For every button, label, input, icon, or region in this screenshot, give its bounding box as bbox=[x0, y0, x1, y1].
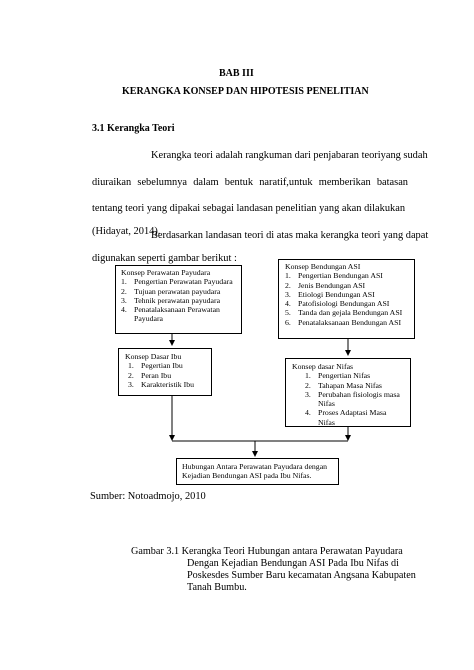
caption-line-1: Gambar 3.1 Kerangka Teori Hubungan antara Perawatan Payudara bbox=[131, 546, 403, 557]
list-item: 1. Pegertian Ibu bbox=[128, 361, 183, 371]
paragraph-1-line-4: (Hidayat, 2014). bbox=[92, 226, 161, 237]
list-item: 3. Perubahan fisiologis masa Nifas bbox=[305, 389, 400, 409]
list-item: 2. Tujuan perawatan payudara bbox=[121, 286, 221, 296]
section-heading: 3.1 Kerangka Teori bbox=[92, 123, 175, 134]
paragraph-1-line-1: Kerangka teori adalah rangkuman dari penjabaran teoriyang sudah bbox=[151, 150, 428, 161]
result-line-1: Hubungan Antara Perawatan Payudara dengan bbox=[182, 462, 328, 471]
list-item: 4. Proses Adaptasi Masa Nifas bbox=[305, 408, 387, 427]
list-item: 1. Pengertian Nifas bbox=[305, 371, 371, 381]
box-dasar-ibu bbox=[118, 348, 212, 396]
paragraph-1-line-3: tentang teori yang dipakai sebagai landasan penelitian yang akan dilakukan bbox=[92, 203, 406, 214]
box-hubungan-result bbox=[176, 458, 339, 485]
paragraph-2-line-2: digunakan seperti gambar berikut : bbox=[92, 253, 237, 264]
list-item: 1. Pengertian Bendungan ASI bbox=[285, 271, 383, 281]
list-item: 1. Pengertian Perawatan Payudara bbox=[121, 277, 233, 287]
box-bendungan-asi bbox=[278, 259, 415, 339]
box-dasar-nifas bbox=[285, 358, 411, 427]
caption-line-3: Poskesdes Sumber Baru kecamatan Angsana Kabupaten bbox=[187, 570, 416, 581]
list-item: 4. Penatalaksanaan Perawatan Payudara bbox=[121, 305, 220, 324]
box-ibu-title: Konsep Dasar Ibu bbox=[125, 352, 182, 361]
box-perawatan-title: Konsep Perawatan Payudara bbox=[121, 268, 211, 277]
list-item: 3. Etiologi Bendungan ASI bbox=[285, 289, 375, 299]
list-item: 2. Peran Ibu bbox=[128, 370, 172, 380]
result-line-2: Kejadian Bendungan ASI pada Ibu Nifas. bbox=[182, 471, 312, 481]
caption-line-2: Dengan Kejadian Bendungan ASI Pada Ibu Nifas di bbox=[187, 558, 399, 569]
list-item: 4. Patofisiologi Bendungan ASI bbox=[285, 299, 390, 309]
list-item: 6. Penatalaksanaan Bendungan ASI bbox=[285, 317, 402, 327]
caption-line-4: Tanah Bumbu. bbox=[187, 582, 247, 593]
paragraph-1-line-2: diuraikan sebelumnya dalam bentuk naratif,untuk memberikan batasan bbox=[92, 177, 408, 188]
chapter-title: KERANGKA KONSEP DAN HIPOTESIS PENELITIAN bbox=[122, 86, 369, 97]
paragraph-2-line-1-visible: Berdasarkan landasan teori di atas maka kerangka teori yang dapat bbox=[151, 230, 429, 241]
list-item: 3. Karakteristik Ibu bbox=[128, 379, 195, 389]
list-item: 2. Tahapan Masa Nifas bbox=[305, 380, 382, 390]
list-item: 3. Tehnik perawatan payudara bbox=[121, 295, 221, 305]
box-perawatan-payudara bbox=[115, 265, 242, 334]
figure-source: Sumber: Notoadmojo, 2010 bbox=[90, 491, 206, 502]
chapter-label: BAB III bbox=[219, 68, 254, 79]
box-bendungan-title: Konsep Bendungan ASI bbox=[285, 262, 361, 271]
list-item: 5. Tanda dan gejala Bendungan ASI bbox=[285, 308, 403, 318]
list-item: 2. Jenis Bendungan ASI bbox=[285, 280, 366, 290]
box-nifas-title: Konsep dasar Nifas bbox=[292, 362, 354, 371]
